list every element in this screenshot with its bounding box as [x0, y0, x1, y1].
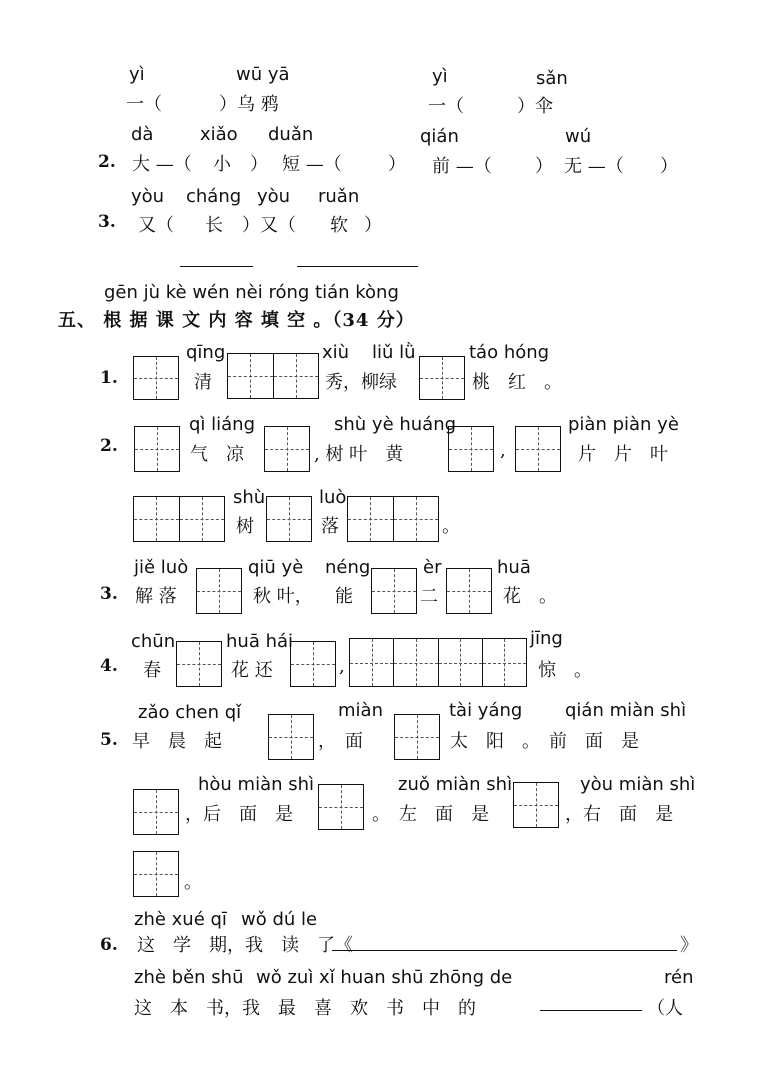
pinyin-shu: shù	[233, 487, 266, 508]
pinyin-mian: miàn	[338, 700, 383, 721]
q5-number-4: 4.	[100, 656, 118, 676]
text-qian: 前 —（	[432, 156, 492, 177]
text-you-2: ）又（	[242, 215, 296, 236]
text-period: 。	[442, 516, 460, 537]
pinyin-qiuye: qiū yè	[248, 557, 304, 578]
text-zhebenshu: 这 本 书，我 最 喜 欢 书 中 的	[134, 998, 476, 1019]
pinyin-houmianshi: hòu miàn shì	[198, 774, 315, 795]
pinyin-luo: luò	[319, 487, 347, 508]
text-mian: ， 面	[318, 731, 363, 752]
pinyin-hua: huā	[497, 557, 531, 578]
text-wu: 无 —（	[564, 156, 624, 177]
pinyin-youmianshi: yòu miàn shì	[580, 774, 696, 795]
char-box-quad[interactable]	[349, 638, 527, 687]
text-jing: 惊 。	[538, 660, 592, 681]
text-paren-3: ）	[535, 156, 553, 177]
text-zuomianshi: 。 左 面 是	[372, 804, 489, 825]
text-ren: （人	[647, 998, 683, 1019]
text-shuyehuang: , 树 叶 黄	[314, 444, 404, 465]
text-comma: ,	[500, 440, 506, 461]
answer-line-1[interactable]	[180, 266, 253, 267]
text-luo: 落	[321, 516, 339, 537]
text-paren-end: ）	[364, 215, 382, 236]
text-book-close: 》	[680, 935, 698, 956]
text-chun: 春	[143, 660, 161, 681]
pinyin-san: sǎn	[536, 68, 568, 89]
pinyin-zhexueqi: zhè xué qī	[134, 909, 227, 930]
pinyin-taohong: táo hóng	[469, 342, 550, 363]
text-hua: 花 。	[503, 586, 557, 607]
q5-number-5: 5.	[100, 730, 118, 750]
q5-number-3: 3.	[100, 584, 118, 604]
char-box[interactable]	[515, 426, 561, 472]
q-number-2: 2.	[98, 152, 116, 172]
pinyin-zaochenqi: zǎo chen qǐ	[138, 702, 242, 723]
char-box[interactable]	[133, 356, 179, 400]
pinyin-xiu-liulv: xiù	[322, 342, 350, 363]
pinyin-wu: wú	[565, 126, 592, 147]
pinyin-da: dà	[131, 124, 154, 145]
q5-number-1: 1.	[100, 368, 118, 388]
q5-number-6: 6.	[100, 935, 118, 955]
pinyin-wozuixihuan: wǒ zuì xǐ huan shū zhōng de	[256, 967, 513, 988]
char-box-double[interactable]	[347, 496, 439, 542]
section-heading: 五、 根 据 课 文 内 容 填 空 。（34 分）	[58, 310, 415, 331]
text-period-5: 。	[184, 872, 202, 893]
pinyin-ren: rén	[664, 967, 694, 988]
pinyin-pianpianye: piàn piàn yè	[568, 414, 679, 435]
text-houmianshi: ，后 面 是	[185, 804, 293, 825]
character-line[interactable]	[540, 1010, 642, 1011]
pinyin-wodule: wǒ dú le	[241, 909, 318, 930]
text-da: 大 —（	[132, 154, 192, 175]
pinyin-qing: qīng	[186, 342, 226, 363]
char-box-double[interactable]	[133, 496, 225, 542]
pinyin-chang: cháng	[186, 186, 242, 207]
pinyin-you-2: yòu	[257, 186, 291, 207]
heading-pinyin: gēn jù kè wén nèi róng tián kòng	[104, 282, 399, 303]
text-qiliang: 气 凉	[190, 444, 244, 465]
q5-number-2: 2.	[100, 436, 118, 456]
char-box-double[interactable]	[227, 353, 319, 399]
book-title-line[interactable]	[332, 950, 677, 951]
text-taiyang: 太 阳 。 前 面 是	[450, 731, 639, 752]
pinyin-qianmianshi: qián miàn shì	[565, 700, 687, 721]
text-shu: 树	[236, 516, 254, 537]
text-san: ）伞	[517, 96, 553, 117]
char-box[interactable]	[266, 496, 312, 542]
pinyin-zuomianshi: zuǒ miàn shì	[398, 774, 513, 795]
text-taohong: 桃 红 。	[472, 372, 562, 393]
text-xiu-liulv: 秀，柳绿	[325, 372, 397, 393]
char-box[interactable]	[513, 782, 559, 828]
char-box[interactable]	[176, 641, 222, 687]
pinyin-wuya: wū yā	[236, 64, 290, 85]
text-comma: ,	[339, 656, 345, 677]
q-number-3: 3.	[98, 212, 116, 232]
char-box[interactable]	[133, 851, 179, 897]
pinyin-ruan: ruǎn	[318, 186, 360, 207]
pinyin-you-1: yòu	[131, 186, 165, 207]
char-box[interactable]	[290, 641, 336, 687]
char-box[interactable]	[448, 426, 494, 472]
char-box[interactable]	[264, 426, 310, 472]
pinyin-xiao: xiǎo	[200, 124, 238, 145]
text-paren-4: ）	[660, 156, 678, 177]
text-pianpianye: 片 片 叶	[578, 444, 668, 465]
pinyin-qiliang: qì liáng	[189, 414, 256, 435]
text-paren-1: ）	[250, 154, 268, 175]
pinyin-er: èr	[423, 557, 442, 578]
text-er: 二	[420, 586, 438, 607]
char-box[interactable]	[419, 356, 465, 400]
char-box[interactable]	[318, 784, 364, 830]
text-qing: 清	[194, 372, 212, 393]
char-box[interactable]	[446, 568, 492, 614]
pinyin-yi-1: yì	[129, 64, 145, 85]
answer-line-2[interactable]	[297, 266, 418, 267]
char-box[interactable]	[133, 789, 179, 835]
char-box[interactable]	[196, 568, 242, 614]
pinyin-jieluo: jiě luò	[134, 557, 189, 578]
text-yi-2: 一（	[428, 96, 464, 117]
text-yi-1: 一（	[126, 94, 162, 115]
text-zhexueqi: 这 学 期，我 读 了《	[137, 935, 353, 956]
pinyin-qian: qián	[420, 126, 459, 147]
text-wuya: ）乌 鸦	[219, 94, 279, 115]
char-box[interactable]	[268, 714, 314, 760]
pinyin-liulv: liǔ lǜ	[372, 342, 416, 363]
text-duan: 短 —（	[282, 154, 342, 175]
char-box[interactable]	[394, 714, 440, 760]
pinyin-duan: duǎn	[268, 124, 314, 145]
pinyin-taiyang: tài yáng	[449, 700, 523, 721]
pinyin-shuyehuang: shù yè huáng	[334, 414, 457, 435]
char-box[interactable]	[134, 426, 180, 472]
text-ruan: 软	[330, 215, 348, 236]
text-qiuye: 秋 叶，	[253, 586, 313, 607]
text-zaochenqi: 早 晨 起	[132, 731, 222, 752]
pinyin-jing: jīng	[530, 628, 563, 649]
pinyin-zhebenshu: zhè běn shū	[134, 967, 244, 988]
pinyin-huahai: huā hái	[226, 631, 294, 652]
text-paren-2: ）	[388, 154, 406, 175]
text-neng: 能	[335, 586, 353, 607]
text-xiao: 小	[213, 154, 231, 175]
text-you-1: 又（	[138, 215, 174, 236]
pinyin-chun: chūn	[131, 631, 176, 652]
text-youmianshi: ，右 面 是	[565, 804, 673, 825]
text-chang: 长	[205, 215, 223, 236]
text-huahai: 花 还	[231, 660, 273, 681]
char-box[interactable]	[371, 568, 417, 614]
pinyin-yi-2: yì	[432, 66, 448, 87]
text-jieluo: 解 落	[135, 586, 177, 607]
pinyin-neng: néng	[325, 557, 371, 578]
